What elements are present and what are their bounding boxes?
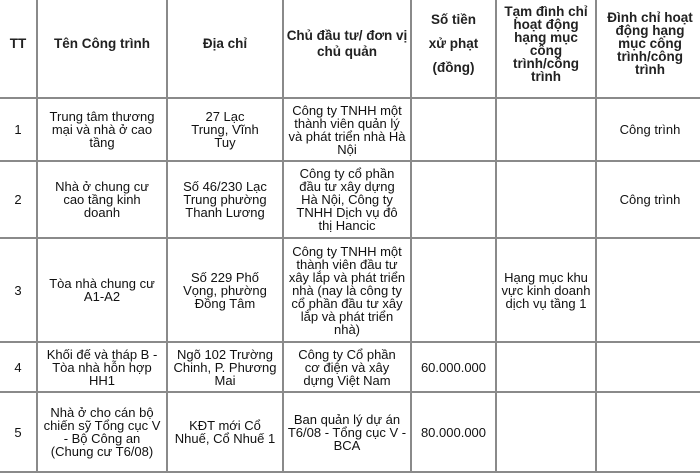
- cell-fine: [411, 161, 496, 238]
- cell-suspend: Hạng mục khu vực kinh doanh dịch vụ tầng 1: [496, 238, 596, 342]
- cell-fine: 60.000.000: [411, 342, 496, 392]
- cell-tt: 5: [0, 392, 37, 472]
- header-name: Tên Công trình: [37, 0, 167, 98]
- cell-address: Số 229 Phố Vọng, phường Đồng Tâm: [167, 238, 283, 342]
- cell-name: Nhà ở cho cán bộ chiến sỹ Tổng cục V - Bộ Công an (Chung cư T6/08): [37, 392, 167, 472]
- table-row: [0, 392, 700, 472]
- cell-name: Khối đế và tháp B - Tòa nhà hỗn hợp HH1: [37, 342, 167, 392]
- cell-owner: Công ty cổ phần đầu tư xây dựng Hà Nội, Công ty TNHH Dịch vụ đô thị Hancic: [283, 161, 411, 238]
- cell-address: KĐT mới Cổ Nhuế, Cổ Nhuế 1: [167, 392, 283, 472]
- cell-stop: [596, 238, 700, 342]
- cell-suspend: [496, 98, 596, 161]
- cell-stop: Công trình: [596, 161, 700, 238]
- header-suspend: Tạm đình chỉ hoạt động hạng mục công trình/công trình: [496, 0, 596, 98]
- cell-name: Trung tâm thương mại và nhà ở cao tầng: [37, 98, 167, 161]
- cell-fine: [411, 98, 496, 161]
- table-row: [0, 238, 700, 342]
- cell-fine: [411, 238, 496, 342]
- table-row: [0, 161, 700, 238]
- table-row: [0, 98, 700, 161]
- cell-stop: [596, 392, 700, 472]
- cell-owner: Công ty Cổ phần cơ điện và xây dựng Việt Nam: [283, 342, 411, 392]
- cell-owner: Ban quản lý dự án T6/08 - Tổng cục V - BCA: [283, 392, 411, 472]
- cell-name: Tòa nhà chung cư A1-A2: [37, 238, 167, 342]
- cell-tt: 4: [0, 342, 37, 392]
- cell-tt: 1: [0, 98, 37, 161]
- header-row: [0, 0, 700, 98]
- cell-stop: [596, 342, 700, 392]
- header-tt: TT: [0, 0, 37, 98]
- header-fine: Số tiền xử phạt (đồng): [411, 0, 496, 98]
- cell-address: 27 Lạc Trung, Vĩnh Tuy: [167, 98, 283, 161]
- cell-owner: Công ty TNHH một thành viên quản lý và phát triển nhà Hà Nội: [283, 98, 411, 161]
- cell-suspend: [496, 161, 596, 238]
- cell-fine: 80.000.000: [411, 392, 496, 472]
- cell-owner: Công ty TNHH một thành viên đầu tư xây lắp và phát triển nhà (nay là công ty cổ phần đầu tư xây lắp và phát triển nhà): [283, 238, 411, 342]
- cell-tt: 2: [0, 161, 37, 238]
- header-owner: Chủ đầu tư/ đơn vị chủ quản: [283, 0, 411, 98]
- cell-suspend: [496, 342, 596, 392]
- cell-address: Số 46/230 Lạc Trung phường Thanh Lương: [167, 161, 283, 238]
- header-stop: Đình chỉ hoạt động hạng mục công trình/công trình: [596, 0, 700, 98]
- cell-tt: 3: [0, 238, 37, 342]
- cell-address: Ngõ 102 Trường Chinh, P. Phương Mai: [167, 342, 283, 392]
- cell-suspend: [496, 392, 596, 472]
- cell-stop: Công trình: [596, 98, 700, 161]
- cell-name: Nhà ở chung cư cao tầng kinh doanh: [37, 161, 167, 238]
- header-address: Địa chỉ: [167, 0, 283, 98]
- table-row: [0, 342, 700, 392]
